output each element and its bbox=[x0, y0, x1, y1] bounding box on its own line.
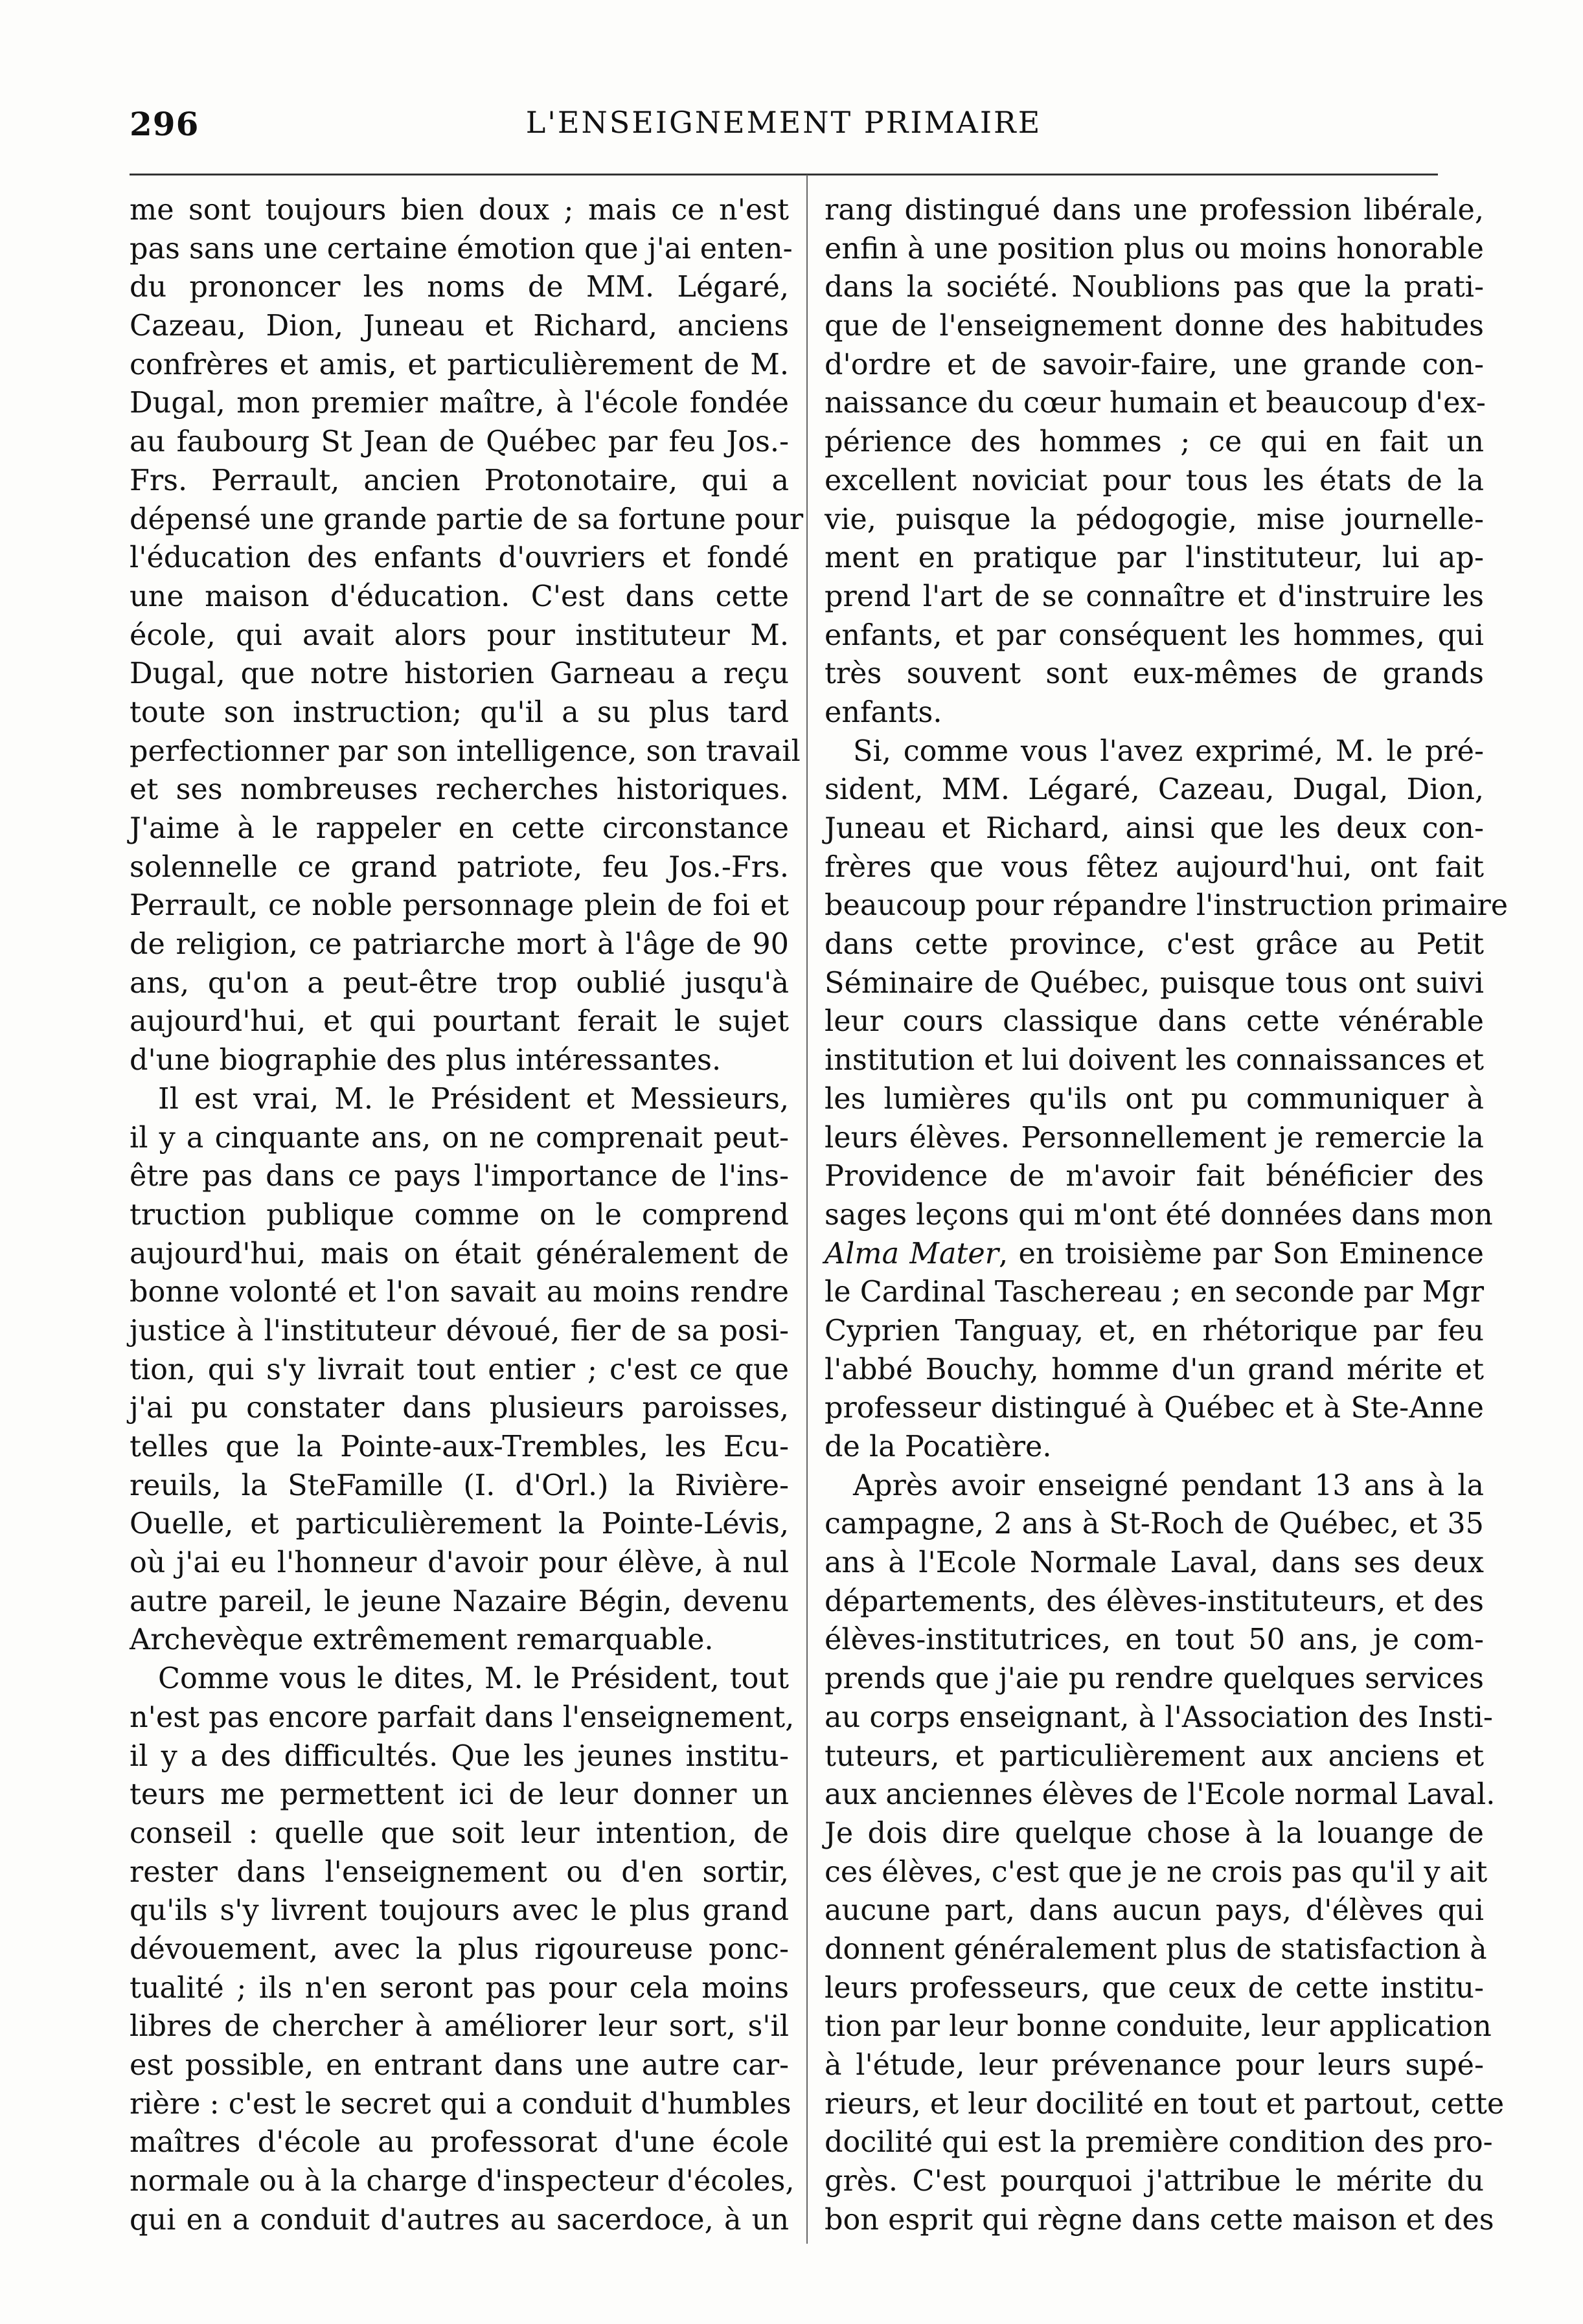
text-line: une maison d'éducation. C'est dans cette bbox=[130, 580, 789, 613]
text-line: justice à l'instituteur dévoué, fier de sa posi- bbox=[130, 1314, 789, 1348]
text-line: tualité ; ils n'en seront pas pour cela moins bbox=[130, 1971, 789, 2005]
text-line: ment en pratique par l'instituteur, lui ap- bbox=[825, 541, 1484, 575]
italic-text: Alma Mater bbox=[825, 1237, 999, 1270]
text-line: très souvent sont eux-mêmes de grands bbox=[825, 657, 1484, 691]
text-line: Juneau et Richard, ainsi que les deux con- bbox=[825, 812, 1484, 845]
text-line: prend l'art de se connaître et d'instruire les bbox=[825, 580, 1484, 613]
text-line: vie, puisque la pédogogie, mise journelle- bbox=[825, 502, 1484, 536]
text-line: Frs. Perrault, ancien Protonotaire, qui a bbox=[130, 464, 789, 497]
text-line: aujourd'hui, mais on était généralement de bbox=[130, 1237, 789, 1270]
text-line: telles que la Pointe-aux-Trembles, les Ecu- bbox=[130, 1430, 789, 1463]
text-line: l'éducation des enfants d'ouvriers et fondé bbox=[130, 541, 789, 575]
text-line: rieurs, et leur docilité en tout et partout, cette bbox=[825, 2087, 1505, 2121]
text-line: école, qui avait alors pour instituteur M. bbox=[130, 618, 789, 652]
text-line: le Cardinal Taschereau ; en seconde par Mgr bbox=[825, 1276, 1484, 1309]
header-rule bbox=[130, 174, 1438, 175]
text-line: toute son instruction; qu'il a su plus tard bbox=[130, 695, 789, 729]
text-line: ans à l'Ecole Normale Laval, dans ses deux bbox=[825, 1546, 1484, 1580]
text-line: de religion, ce patriarche mort à l'âge de 90 bbox=[130, 928, 789, 962]
text-line: aucune part, dans aucun pays, d'élèves qui bbox=[825, 1894, 1484, 1928]
text-line: que de l'enseignement donne des habitudes bbox=[825, 310, 1484, 343]
text-line: dans cette province, c'est grâce au Petit bbox=[825, 928, 1484, 962]
text-line: confrères et amis, et particulièrement de M. bbox=[130, 348, 789, 381]
text-line: de la Pocatière. bbox=[825, 1430, 1052, 1463]
text-line: me sont toujours bien doux ; mais ce n'est bbox=[130, 194, 789, 227]
text-line: ans, qu'on a peut-être trop oublié jusqu'à bbox=[130, 966, 789, 1000]
text-line: départements, des élèves-instituteurs, et des bbox=[825, 1585, 1484, 1618]
text-line: du prononcer les noms de MM. Légaré, bbox=[130, 271, 789, 304]
text-line: institution et lui doivent les connaissances et bbox=[825, 1044, 1485, 1077]
text-line: rière : c'est le secret qui a conduit d'humbles bbox=[130, 2087, 792, 2121]
text-line: leurs professeurs, que ceux de cette institu- bbox=[825, 1971, 1484, 2005]
text-line: dévouement, avec la plus rigoureuse ponc- bbox=[130, 1932, 789, 1966]
text-line: aux anciennes élèves de l'Ecole normal Laval. bbox=[825, 1778, 1496, 1812]
text-line: solennelle ce grand patriote, feu Jos.-Frs. bbox=[130, 850, 789, 884]
text-line: où j'ai eu l'honneur d'avoir pour élève, à nul bbox=[130, 1546, 789, 1580]
text-line: être pas dans ce pays l'importance de l'ins- bbox=[130, 1160, 789, 1193]
text-line: d'une biographie des plus intéressantes. bbox=[130, 1044, 722, 1077]
text-line: professeur distingué à Québec et à Ste-Anne bbox=[825, 1392, 1484, 1425]
text-line: rang distingué dans une profession libérale, bbox=[825, 194, 1484, 227]
text-line: campagne, 2 ans à St-Roch de Québec, et 35 bbox=[825, 1507, 1484, 1541]
text-line: naissance du cœur humain et beaucoup d'ex- bbox=[825, 387, 1486, 420]
text-line: l'abbé Bouchy, homme d'un grand mérite et bbox=[825, 1353, 1484, 1386]
text-line: docilité qui est la première condition des pro- bbox=[825, 2126, 1493, 2160]
text-line: truction publique comme on le comprend bbox=[130, 1198, 789, 1232]
text-line: il y a des difficultés. Que les jeunes institu- bbox=[130, 1739, 789, 1773]
text-line: Comme vous le dites, M. le Président, tout bbox=[158, 1662, 789, 1696]
text-line: tion, qui s'y livrait tout entier ; c'est ce que bbox=[130, 1353, 789, 1386]
text-line: Il est vrai, M. le Président et Messieurs, bbox=[158, 1082, 789, 1116]
text-line: Dugal, que notre historien Garneau a reçu bbox=[130, 657, 789, 691]
text-line: prends que j'aie pu rendre quelques services bbox=[825, 1662, 1484, 1696]
text-line: beaucoup pour répandre l'instruction primaire bbox=[825, 889, 1509, 923]
text-line: les lumières qu'ils ont pu communiquer à bbox=[825, 1082, 1484, 1116]
text-line: il y a cinquante ans, on ne comprenait peut- bbox=[130, 1121, 789, 1155]
text-line: Cyprien Tanguay, et, en rhétorique par feu bbox=[825, 1314, 1484, 1348]
text-line: tion par leur bonne conduite, leur application bbox=[825, 2010, 1492, 2044]
text-line: au faubourg St Jean de Québec par feu Jos.- bbox=[130, 425, 789, 459]
text-line: élèves-institutrices, en tout 50 ans, je com- bbox=[825, 1623, 1484, 1657]
line-text: , en troisième par Son Eminence bbox=[999, 1237, 1485, 1270]
text-line: enfants, et par conséquent les hommes, qui bbox=[825, 618, 1484, 652]
text-line: Je dois dire quelque chose à la louange de bbox=[825, 1816, 1484, 1850]
text-line: grès. C'est pourquoi j'attribue le mérite du bbox=[825, 2165, 1484, 2198]
text-line: conseil : quelle que soit leur intention, de bbox=[130, 1816, 789, 1850]
text-line: tuteurs, et particulièrement aux anciens et bbox=[825, 1739, 1484, 1773]
left-column bbox=[130, 191, 804, 2239]
text-line: qu'ils s'y livrent toujours avec le plus grand bbox=[130, 1894, 789, 1928]
column-divider bbox=[806, 175, 808, 2244]
text-line: pas sans une certaine émotion que j'ai enten- bbox=[130, 232, 793, 265]
text-line: aujourd'hui, et qui pourtant ferait le sujet bbox=[130, 1005, 789, 1039]
text-line: n'est pas encore parfait dans l'enseignement, bbox=[130, 1700, 795, 1734]
text-line: sages leçons qui m'ont été données dans mon bbox=[825, 1198, 1493, 1232]
running-title: L'ENSEIGNEMENT PRIMAIRE bbox=[525, 105, 1042, 140]
text-line: J'aime à le rappeler en cette circonstance bbox=[130, 812, 789, 845]
text-line: frères que vous fêtez aujourd'hui, ont fait bbox=[825, 850, 1484, 884]
text-line: Cazeau, Dion, Juneau et Richard, anciens bbox=[130, 310, 789, 343]
text-line: qui en a conduit d'autres au sacerdoce, à un bbox=[130, 2203, 789, 2237]
text-line: rester dans l'enseignement ou d'en sortir, bbox=[130, 1855, 789, 1889]
text-line: enfants. bbox=[825, 695, 942, 729]
text-line: au corps enseignant, à l'Association des Insti- bbox=[825, 1700, 1493, 1734]
text-line: ces élèves, c'est que je ne crois pas qu'il y ait bbox=[825, 1855, 1488, 1889]
text-line: autre pareil, le jeune Nazaire Bégin, devenu bbox=[130, 1585, 789, 1618]
text-line: est possible, en entrant dans une autre car- bbox=[130, 2049, 789, 2082]
text-line: teurs me permettent ici de leur donner un bbox=[130, 1778, 789, 1812]
text-line: et ses nombreuses recherches historiques. bbox=[130, 773, 789, 807]
text-line: leurs élèves. Personnellement je remercie la bbox=[825, 1121, 1484, 1155]
text-line: périence des hommes ; ce qui en fait un bbox=[825, 425, 1484, 459]
text-line: leur cours classique dans cette vénérable bbox=[825, 1005, 1484, 1039]
text-line: d'ordre et de savoir-faire, une grande con- bbox=[825, 348, 1484, 381]
text-line: Archevèque extrêmement remarquable. bbox=[130, 1623, 714, 1657]
text-line: bonne volonté et l'on savait au moins rendre bbox=[130, 1276, 789, 1309]
right-column bbox=[825, 191, 1509, 2239]
text-line: dans la société. Noublions pas que la prati- bbox=[825, 271, 1484, 304]
text-line: perfectionner par son intelligence, son travail bbox=[130, 734, 801, 768]
text-line: excellent noviciat pour tous les états de la bbox=[825, 464, 1484, 497]
text-line: normale ou à la charge d'inspecteur d'écoles, bbox=[130, 2165, 795, 2198]
text-line: j'ai pu constater dans plusieurs paroisses, bbox=[130, 1392, 789, 1425]
text-line: Séminaire de Québec, puisque tous ont suivi bbox=[825, 966, 1484, 1000]
text-line: donnent généralement plus de statisfaction à bbox=[825, 1932, 1487, 1966]
text-line: bon esprit qui règne dans cette maison et des bbox=[825, 2203, 1494, 2237]
text-line: libres de chercher à améliorer leur sort, s'il bbox=[130, 2010, 789, 2044]
text-line: maîtres d'école au professorat d'une école bbox=[130, 2126, 789, 2160]
page-header bbox=[130, 105, 1438, 150]
text-line: Perrault, ce noble personnage plein de foi et bbox=[130, 889, 789, 923]
text-line: à l'étude, leur prévenance pour leurs supé- bbox=[825, 2049, 1484, 2082]
text-line: Après avoir enseigné pendant 13 ans à la bbox=[853, 1469, 1484, 1502]
text-line bbox=[825, 1235, 1484, 1274]
text-line: Dugal, mon premier maître, à l'école fondée bbox=[130, 387, 789, 420]
text-line: reuils, la SteFamille (I. d'Orl.) la Rivière- bbox=[130, 1469, 789, 1502]
text-line: enfin à une position plus ou moins honorable bbox=[825, 232, 1484, 265]
text-line: dépensé une grande partie de sa fortune pour bbox=[130, 502, 804, 536]
text-line: Si, comme vous l'avez exprimé, M. le pré- bbox=[853, 734, 1484, 768]
text-line: Ouelle, et particulièrement la Pointe-Lévis, bbox=[130, 1507, 789, 1541]
text-line: Providence de m'avoir fait bénéficier des bbox=[825, 1160, 1484, 1193]
page-number: 296 bbox=[130, 105, 199, 143]
text-line: sident, MM. Légaré, Cazeau, Dugal, Dion, bbox=[825, 773, 1484, 807]
